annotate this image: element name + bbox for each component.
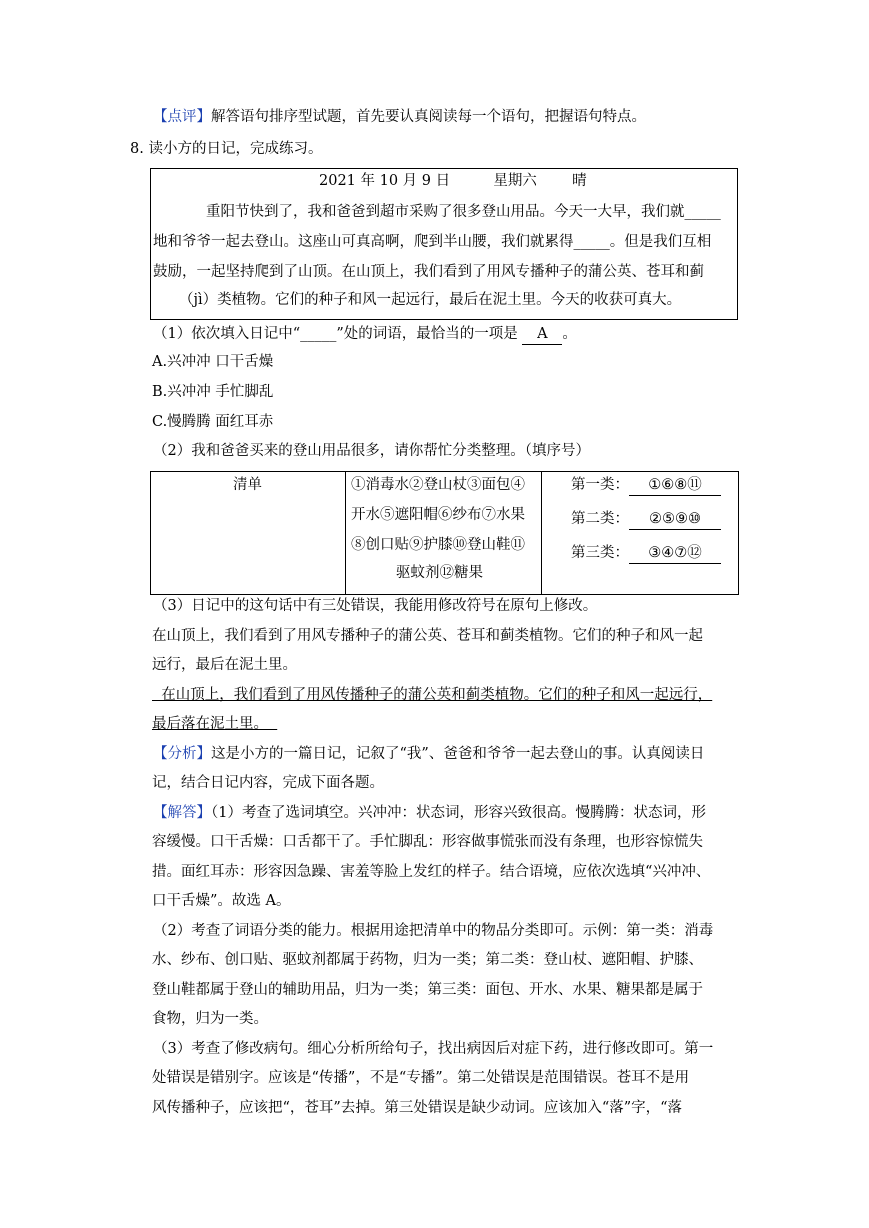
diary-weekday: 星期六 — [493, 173, 537, 189]
diary-date-line — [319, 171, 587, 191]
q2-text: （2）我和爸爸买来的登山用品很多，请你帮忙分类整理。（填序号） — [153, 443, 590, 459]
solution-text: （3）考查了修改病句。细心分析所给句子，找出病因后对症下药，进行修改即可。第一 — [153, 1041, 714, 1057]
comment-line — [153, 107, 646, 127]
list-items-line: 驱蚊剂⑫糖果 — [396, 565, 483, 581]
list-items-line: ⑧创口贴⑨护膝⑩登山鞋⑪ — [351, 537, 525, 553]
diary-line: （jì）类植物。它们的种子和风一起远行，最后在泥土里。今天的收获可真大。 — [179, 292, 682, 308]
solution-text: 口干舌燥”。故选 A。 — [152, 893, 291, 909]
analysis-line — [153, 744, 704, 764]
diary-line: 重阳节快到了，我和爸爸到超市采购了很多登山用品。今天一大早，我们就_____ — [206, 204, 721, 220]
q3-answer-line: 在山顶上，我们看到了用风传播种子的蒲公英和蓟类植物。它们的种子和风一起远行， — [152, 687, 713, 703]
category-label: 第二类： — [571, 511, 629, 527]
table-divider — [345, 472, 346, 594]
category-label: 第一类： — [571, 477, 629, 493]
category-answer: ③④⑦⑫ — [629, 543, 721, 564]
q3-original-line: 在山顶上，我们看到了用风专播种子的蒲公英、苍耳和蓟类植物。它们的种子和风一起 — [152, 628, 703, 644]
diary-weather: 晴 — [572, 173, 587, 189]
question-text: 读小方的日记，完成练习。 — [148, 141, 323, 157]
solution-text: 措。面红耳赤：形容因急躁、害羞等脸上发红的样子。结合语境，应依次选填“兴冲冲、 — [152, 864, 711, 880]
category-row — [571, 475, 721, 496]
solution-text: 登山鞋都属于登山的辅助用品，归为一类；第三类：面包、开水、水果、糖果都是属于 — [152, 982, 703, 998]
option-c: C.慢腾腾 面红耳赤 — [152, 414, 274, 430]
q1-end: 。 — [562, 326, 577, 342]
diary-date: 2021 年 10 月 9 日 — [319, 173, 451, 189]
category-answer: ①⑥⑧⑪ — [629, 475, 721, 496]
question-line — [130, 139, 322, 159]
analysis-text: 记，结合日记内容，完成下面各题。 — [152, 775, 384, 791]
solution-text: 食物，归为一类。 — [152, 1011, 268, 1027]
q3-text: （3）日记中的这句话中有三处错误，我能用修改符号在原句上修改。 — [153, 598, 598, 614]
category-label: 第三类： — [571, 545, 629, 561]
q3-original-line: 远行，最后在泥土里。 — [152, 657, 297, 673]
question-number: 8. — [130, 141, 144, 157]
solution-text: 水、纱布、创口贴、驱蚊剂都属于药物，归为一类；第二类：登山杖、遮阳帽、护膝、 — [152, 952, 703, 968]
list-items-line: 开水⑤遮阳帽⑥纱布⑦水果 — [351, 507, 525, 523]
option-b: B.兴冲冲 手忙脚乱 — [152, 384, 274, 400]
solution-tag: 【解答】 — [153, 805, 211, 821]
solution-text: （2）考查了词语分类的能力。根据用途把清单中的物品分类即可。示例：第一类：消毒 — [153, 923, 714, 939]
solution-text: 容缓慢。口干舌燥：口舌都干了。手忙脚乱：形容做事慌张而没有条理，也形容惊慌失 — [152, 834, 703, 850]
list-table — [150, 471, 739, 595]
q1-text: （1）依次填入日记中“_____”处的词语，最恰当的一项是 — [153, 326, 518, 342]
analysis-text: 这是小方的一篇日记，记叙了“我”、爸爸和爷爷一起去登山的事。认真阅读日 — [211, 746, 705, 762]
solution-line — [153, 803, 706, 823]
comment-text: 解答语句排序型试题，首先要认真阅读每一个语句，把握语句特点。 — [211, 109, 646, 125]
list-items-line: ①消毒水②登山杖③面包④ — [351, 477, 525, 493]
table-divider — [541, 472, 542, 594]
diary-line: 地和爷爷一起去登山。这座山可真高啊，爬到半山腰，我们就累得_____。但是我们互相 — [153, 234, 712, 250]
diary-line: 鼓励，一起坚持爬到了山顶。在山顶上，我们看到了用风专播种子的蒲公英、苍耳和蓟 — [153, 264, 704, 280]
solution-text: 风传播种子，应该把“，苍耳”去掉。第三处错误是缺少动词。应该加入“落”字，“落 — [152, 1100, 683, 1116]
q1-answer: A — [522, 324, 562, 345]
category-row — [571, 543, 721, 564]
comment-tag: 【点评】 — [153, 109, 211, 125]
q3-answer-line: 最后落在泥土里。 — [152, 716, 278, 732]
q1-line — [153, 324, 577, 345]
list-header: 清单 — [233, 477, 262, 493]
analysis-tag: 【分析】 — [153, 746, 211, 762]
category-answer: ②⑤⑨⑩ — [629, 509, 721, 530]
solution-text: 处错误是错别字。应该是“传播”，不是“专播”。第二处错误是范围错误。苍耳不是用 — [152, 1070, 690, 1086]
option-a: A.兴冲冲 口干舌燥 — [152, 354, 274, 370]
diary-box — [150, 168, 738, 320]
category-row — [571, 509, 721, 530]
solution-text: （1）考查了选词填空。兴冲冲：状态词，形容兴致很高。慢腾腾：状态词，形 — [211, 805, 706, 821]
